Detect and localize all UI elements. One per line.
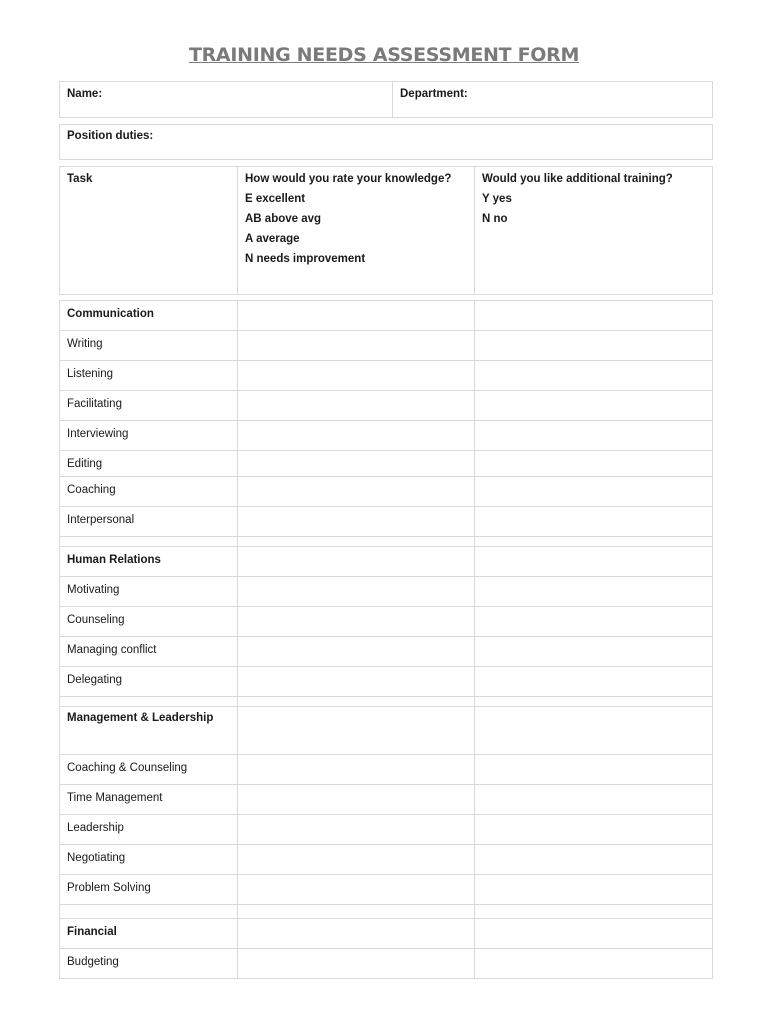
rating-cell[interactable] (238, 755, 475, 785)
training-cell[interactable] (475, 755, 713, 785)
training-cell[interactable] (475, 905, 713, 919)
task-label: Budgeting (60, 949, 238, 979)
training-cell[interactable] (475, 421, 713, 451)
section-heading: Human Relations (60, 547, 238, 577)
training-cell[interactable] (475, 949, 713, 979)
training-cell[interactable] (475, 845, 713, 875)
task-label: Problem Solving (60, 875, 238, 905)
training-cell[interactable] (475, 919, 713, 949)
table-row (60, 697, 713, 707)
training-cell[interactable] (475, 577, 713, 607)
name-field[interactable] (60, 82, 393, 118)
form-title: TRAINING NEEDS ASSESSMENT FORM (188, 44, 580, 66)
section-heading: Management & Leadership (60, 707, 238, 755)
table-row (60, 477, 713, 507)
training-cell[interactable] (475, 547, 713, 577)
rating-cell[interactable] (238, 391, 475, 421)
table-row (60, 905, 713, 919)
training-cell[interactable] (475, 361, 713, 391)
table-row (60, 421, 713, 451)
rating-cell[interactable] (238, 707, 475, 755)
rating-option: N needs improvement (245, 253, 366, 265)
training-option: Y yes (482, 193, 512, 205)
rating-header (238, 167, 475, 295)
training-cell[interactable] (475, 301, 713, 331)
table-row (60, 845, 713, 875)
task-label (60, 697, 238, 707)
rating-cell[interactable] (238, 577, 475, 607)
position-duties-field[interactable] (60, 125, 713, 160)
task-header: Task (60, 167, 238, 295)
training-cell[interactable] (475, 391, 713, 421)
rating-cell[interactable] (238, 845, 475, 875)
rating-cell[interactable] (238, 637, 475, 667)
rating-cell[interactable] (238, 905, 475, 919)
column-header-table (59, 166, 713, 295)
rating-cell[interactable] (238, 537, 475, 547)
rating-cell[interactable] (238, 949, 475, 979)
rating-cell[interactable] (238, 331, 475, 361)
table-row (60, 949, 713, 979)
training-cell[interactable] (475, 477, 713, 507)
table-row (60, 391, 713, 421)
table-row (60, 547, 713, 577)
rating-option: AB above avg (245, 213, 322, 225)
table-row (60, 301, 713, 331)
rating-cell[interactable] (238, 667, 475, 697)
training-cell[interactable] (475, 507, 713, 537)
task-label: Coaching & Counseling (60, 755, 238, 785)
department-label: Department: (400, 88, 468, 100)
task-label: Counseling (60, 607, 238, 637)
position-duties-table (59, 124, 713, 160)
rating-cell[interactable] (238, 451, 475, 477)
training-cell[interactable] (475, 815, 713, 845)
task-label: Motivating (60, 577, 238, 607)
rating-cell[interactable] (238, 507, 475, 537)
task-label: Editing (60, 451, 238, 477)
rating-question: How would you rate your knowledge? (245, 173, 452, 185)
task-label: Time Management (60, 785, 238, 815)
table-row (60, 507, 713, 537)
task-label (60, 537, 238, 547)
rating-cell[interactable] (238, 919, 475, 949)
table-row (60, 755, 713, 785)
task-label: Facilitating (60, 391, 238, 421)
training-cell[interactable] (475, 707, 713, 755)
table-row (60, 637, 713, 667)
training-question: Would you like additional training? (482, 173, 673, 185)
training-cell[interactable] (475, 331, 713, 361)
rating-cell[interactable] (238, 607, 475, 637)
rating-cell[interactable] (238, 785, 475, 815)
table-row (60, 331, 713, 361)
table-row (60, 607, 713, 637)
task-label: Coaching (60, 477, 238, 507)
name-department-table (59, 81, 713, 118)
rating-cell[interactable] (238, 421, 475, 451)
training-cell[interactable] (475, 637, 713, 667)
task-label: Leadership (60, 815, 238, 845)
department-field[interactable] (393, 82, 713, 118)
table-row (60, 815, 713, 845)
table-row (60, 667, 713, 697)
rating-option: A average (245, 233, 300, 245)
training-cell[interactable] (475, 667, 713, 697)
rating-option: E excellent (245, 193, 306, 205)
training-cell[interactable] (475, 785, 713, 815)
table-row (60, 785, 713, 815)
name-label: Name: (67, 88, 103, 100)
table-row (60, 577, 713, 607)
task-label: Listening (60, 361, 238, 391)
table-row (60, 707, 713, 755)
training-cell[interactable] (475, 697, 713, 707)
table-row (60, 451, 713, 477)
table-row (60, 537, 713, 547)
section-heading: Financial (60, 919, 238, 949)
rating-cell[interactable] (238, 875, 475, 905)
task-label: Writing (60, 331, 238, 361)
rating-cell[interactable] (238, 697, 475, 707)
task-label: Negotiating (60, 845, 238, 875)
rating-cell[interactable] (238, 301, 475, 331)
table-row (60, 875, 713, 905)
task-label: Interviewing (60, 421, 238, 451)
task-label: Managing conflict (60, 637, 238, 667)
training-cell[interactable] (475, 607, 713, 637)
training-cell[interactable] (475, 451, 713, 477)
rating-cell[interactable] (238, 477, 475, 507)
rating-cell[interactable] (238, 547, 475, 577)
task-label (60, 905, 238, 919)
position-duties-label: Position duties: (67, 130, 154, 142)
rating-cell[interactable] (238, 815, 475, 845)
training-header (475, 167, 713, 295)
task-label: Interpersonal (60, 507, 238, 537)
section-heading: Communication (60, 301, 238, 331)
rating-cell[interactable] (238, 361, 475, 391)
table-row (60, 919, 713, 949)
task-label: Delegating (60, 667, 238, 697)
assessment-table (59, 300, 713, 979)
training-cell[interactable] (475, 875, 713, 905)
table-row (60, 361, 713, 391)
training-option: N no (482, 213, 508, 225)
training-cell[interactable] (475, 537, 713, 547)
